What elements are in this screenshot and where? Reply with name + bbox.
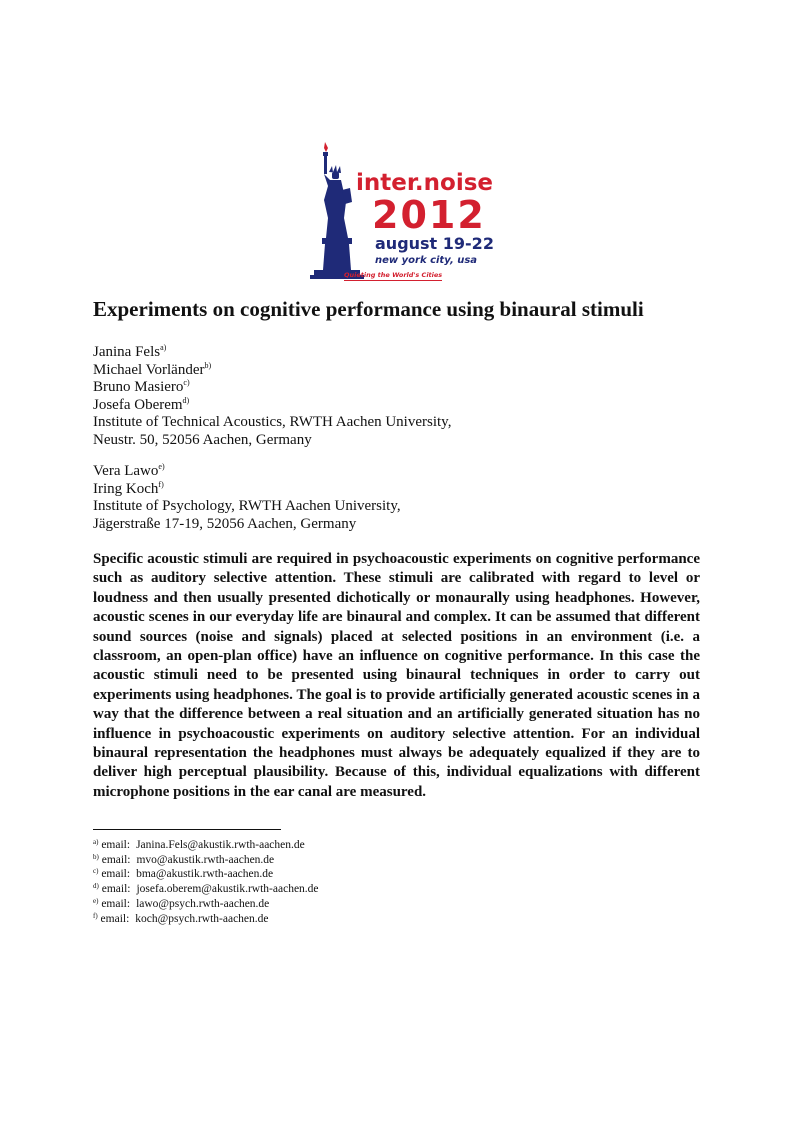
author-name: Josefa Oberem$^{d)}$ xyxy=(93,395,190,413)
footnotes xyxy=(93,838,319,926)
author-mark: a) xyxy=(160,343,167,352)
author-name: Iring Koch$^{f)}$ xyxy=(93,479,164,497)
logo-tagline: Quieting the World's Cities xyxy=(344,271,443,279)
author-mark: d) xyxy=(182,395,190,405)
footnote-label: email: xyxy=(101,897,131,910)
author-name: Michael Vorländer$^{b)}$ xyxy=(93,360,212,378)
affiliation-line: Institute of Technical Acoustics, RWTH Aachen University, xyxy=(93,414,452,431)
footnote-mark: b) xyxy=(93,852,99,861)
footnote xyxy=(93,897,319,912)
logo-city: new york city, usa xyxy=(375,255,478,266)
logo-year: 2012 xyxy=(372,193,486,237)
footnote-email: josefa.oberem@akustik.rwth-aachen.de xyxy=(136,883,319,896)
footnote-label: email: xyxy=(100,912,130,925)
affiliation-line: Jägerstraße 17-19, 52056 Aachen, Germany xyxy=(93,515,357,532)
author-mark: b) xyxy=(204,360,212,370)
author-group-1 xyxy=(93,344,451,450)
statue-of-liberty-icon xyxy=(308,142,368,284)
author-mark: c) xyxy=(183,378,190,388)
abstract: Specific acoustic stimuli are required in psychoacoustic experiments on cognitive performance such as auditory selective attention. These stimuli are calibrated with regard to level or loudness and then usually presented dichotically or monaurally using headphones. However, acoustic scenes in our everyday life are binaural and complex. It can be assumed that different sound sources (noise and signals) placed at selected positions in an environment (i.e. a classroom, an open-plan office) have an influence on cognitive performance. In this case the acoustic stimuli need to be presented using binaural techniques in order to carry out experiments using headphones. The goal is to provide artificially generated acoustic scenes in a way that the difference between a real situation and an artificially generated situation has no influence in psychoacoustic experiments on auditory selective attention. For an individual binaural representation the headphones must always be adequately equalized if they are to deliver high perceptual plausibility. Because of this, individual equalizations with different microphone positions in the ear canal are measured. xyxy=(93,551,700,800)
footnote-divider xyxy=(93,829,281,830)
footnote-email: koch@psych.rwth-aachen.de xyxy=(135,912,269,925)
conference-logo xyxy=(308,142,498,284)
footnote-mark: a) xyxy=(93,838,99,846)
author-mark: f) xyxy=(158,479,164,489)
footnote xyxy=(93,867,319,882)
footnote xyxy=(93,838,319,853)
footnote xyxy=(93,882,319,897)
footnote-email: Janina.Fels@akustik.rwth-aachen.de xyxy=(136,839,305,851)
footnote xyxy=(93,853,319,868)
author-mark: e) xyxy=(158,462,165,471)
footnote-email: bma@akustik.rwth-aachen.de xyxy=(136,868,274,881)
footnote-label: email: xyxy=(101,868,131,881)
paper-title: Experiments on cognitive performance using binaural stimuli xyxy=(93,297,644,321)
footnote-label: email: xyxy=(101,853,131,866)
footnote-mark: d) xyxy=(93,882,99,891)
affiliation-line: Neustr. 50, 52056 Aachen, Germany xyxy=(93,431,312,448)
author-name: Bruno Masiero$^{c)}$ xyxy=(93,378,190,396)
author-group-2 xyxy=(93,463,401,533)
footnote xyxy=(93,912,319,927)
footnote-email: mvo@akustik.rwth-aachen.de xyxy=(136,853,275,866)
logo-dates: august 19-22 xyxy=(375,234,494,253)
logo-brand: inter.noise xyxy=(356,170,494,196)
author-name: Vera Lawo$^{e)}$ xyxy=(93,462,165,479)
footnote-email: lawo@psych.rwth-aachen.de xyxy=(136,897,270,910)
author-name: Janina Fels$^{a)}$ xyxy=(93,343,167,360)
footnote-mark: e) xyxy=(93,896,99,905)
footnote-label: email: xyxy=(101,883,131,896)
affiliation-line: Institute of Psychology, RWTH Aachen University, xyxy=(93,498,401,515)
footnote-mark: f) xyxy=(93,911,98,920)
footnote-mark: c) xyxy=(93,867,99,876)
footnote-label: email: xyxy=(101,839,131,851)
